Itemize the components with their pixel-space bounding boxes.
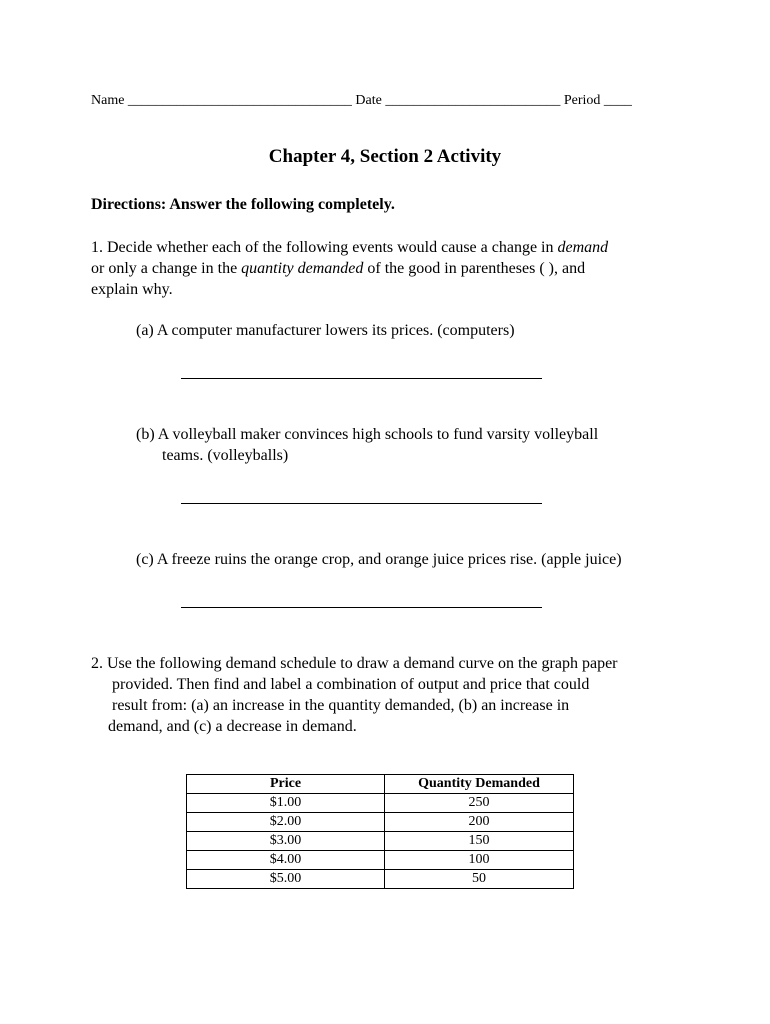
page-title: Chapter 4, Section 2 Activity — [268, 146, 502, 167]
emphasis-quantity-demanded: quantity demanded — [241, 260, 364, 277]
quantity-cell: 50 — [385, 870, 574, 889]
question-1a-text: (a) A computer manufacturer lowers its prices. (computers) — [136, 322, 515, 339]
question-1b — [136, 424, 598, 466]
quantity-cell: 150 — [385, 832, 574, 851]
table-row — [187, 813, 574, 832]
answer-line-1b[interactable] — [181, 503, 542, 504]
price-cell: $1.00 — [187, 794, 385, 813]
question-1-line-2 — [91, 258, 691, 279]
quantity-cell: 250 — [385, 794, 574, 813]
question-2-line-1: 2. Use the following demand schedule to draw a demand curve on the graph paper — [91, 655, 618, 672]
directions: Directions: Answer the following completely. — [91, 196, 395, 213]
table-row — [187, 870, 574, 889]
table-row — [187, 832, 574, 851]
answer-line-1a[interactable] — [181, 378, 542, 379]
question-1-text: 1. Decide whether each of the following events would cause a change in — [91, 239, 558, 256]
table-header-row — [187, 775, 574, 794]
question-2 — [91, 653, 618, 737]
column-header-quantity-demanded: Quantity Demanded — [385, 775, 574, 794]
question-2-line-2: provided. Then find and label a combination of output and price that could — [112, 676, 590, 693]
table-row — [187, 851, 574, 870]
question-1c — [136, 549, 622, 570]
question-1 — [91, 237, 691, 300]
price-cell: $3.00 — [187, 832, 385, 851]
question-1b-text-line-2: teams. (volleyballs) — [162, 447, 289, 464]
emphasis-demand: demand — [557, 239, 609, 256]
question-1c-text: (c) A freeze ruins the orange crop, and orange juice prices rise. (apple juice) — [136, 551, 622, 568]
question-1-line-1 — [91, 237, 691, 258]
question-1b-text-line-1: (b) A volleyball maker convinces high schools to fund varsity volleyball — [136, 426, 599, 443]
name-date-period-line: Name ________________________________ Date _________________________ Period ____ — [91, 93, 632, 108]
price-cell: $5.00 — [187, 870, 385, 889]
question-1-text: or only a change in the — [91, 260, 242, 277]
question-1-line-3: explain why. — [91, 281, 173, 298]
demand-schedule-table — [186, 774, 574, 889]
question-1a — [136, 320, 515, 341]
column-header-price: Price — [187, 775, 385, 794]
quantity-cell: 200 — [385, 813, 574, 832]
answer-line-1c[interactable] — [181, 607, 542, 608]
price-cell: $4.00 — [187, 851, 385, 870]
quantity-cell: 100 — [385, 851, 574, 870]
table-row — [187, 794, 574, 813]
question-2-line-4: demand, and (c) a decrease in demand. — [108, 718, 357, 735]
price-cell: $2.00 — [187, 813, 385, 832]
question-1-text: of the good in parentheses ( ), and — [363, 260, 586, 277]
question-2-line-3: result from: (a) an increase in the quantity demanded, (b) an increase in — [112, 697, 570, 714]
